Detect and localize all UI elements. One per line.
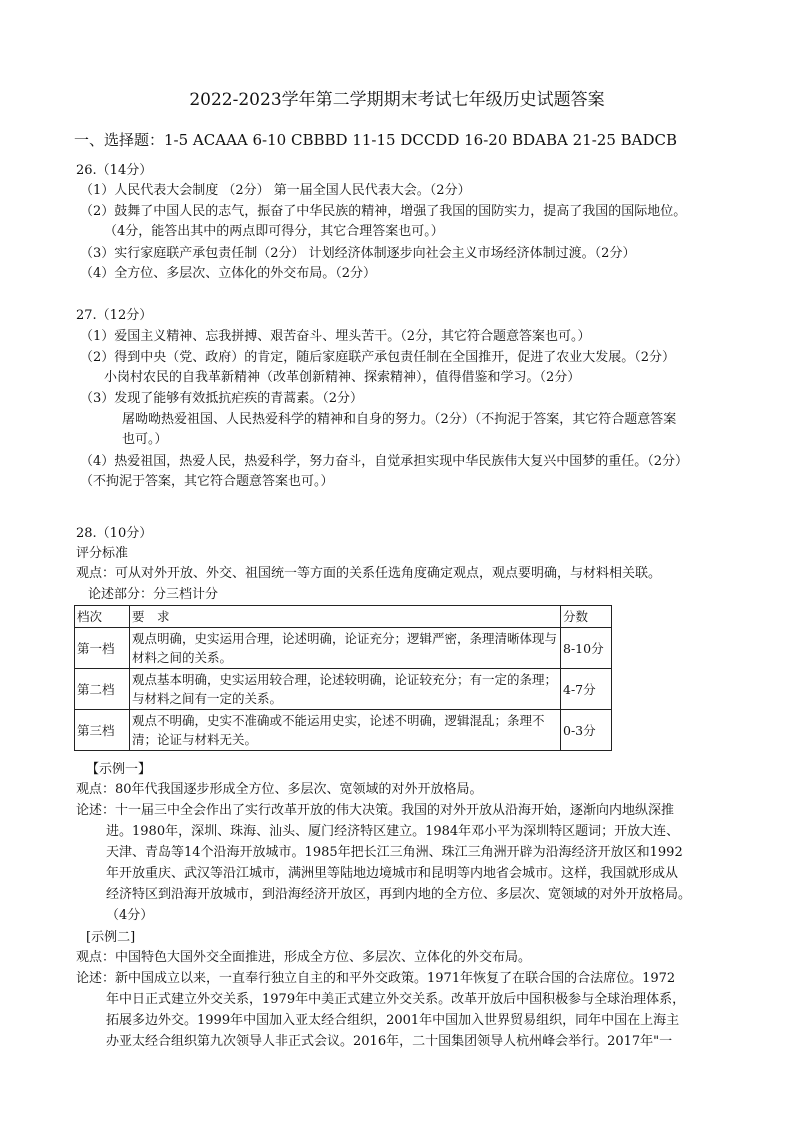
example2-label: [示例二]	[86, 930, 136, 945]
requirement-cell: 观点明确，史实运用合理，论述明确，论证充分；逻辑严密，条理清晰体现与材料之间的关系。	[130, 628, 561, 669]
level-cell: 第一档	[75, 628, 130, 669]
example1-label: 【示例一】	[86, 762, 152, 777]
example2-line: 年中日正式建立外交关系，1979年中美正式建立外交关系。改革开放后中国积极参与全球治理体系，	[106, 992, 686, 1007]
page-title: 2022-2023学年第二学期期末考试七年级历史试题答案	[189, 90, 605, 110]
q26-line: （4分，能答出其中的两点即可得分，其它合理答案也可。）	[104, 224, 444, 239]
q28-criteria-title: 评分标准	[76, 546, 129, 561]
q27-line: （2）得到中央（党、政府）的肯定，随后家庭联产承包责任制在全国推开，促进了农业大发展。（2分）	[80, 350, 676, 365]
q27-line: 也可。）	[122, 432, 168, 447]
scoring-table	[74, 605, 612, 751]
table-row	[75, 628, 612, 669]
q28-heading: 28.（10分）	[76, 526, 153, 541]
table-row	[75, 710, 612, 751]
score-cell: 8-10分	[561, 628, 612, 669]
table-header-cell: 档次	[75, 606, 130, 628]
q27-line: 小岗村农民的自我革新精神（改革创新精神、探索精神），值得借鉴和学习。（2分）	[104, 370, 581, 385]
example1-line: 论述：十一届三中全会作出了实行改革开放的伟大决策。我国的对外开放从沿海开始，逐渐向内地纵深推	[76, 803, 675, 818]
q28-argument-rule: 论述部分：分三档计分	[88, 587, 219, 602]
q27-line: （4）热爱祖国，热爱人民，热爱科学，努力奋斗，自觉承担实现中华民族伟大复兴中国梦的重任。（2分）	[80, 454, 689, 469]
q26-line: （2）鼓舞了中国人民的志气，振奋了中华民族的精神，增强了我国的国防实力，提高了我国的国际地位。	[80, 204, 687, 219]
score-cell: 4-7分	[561, 669, 612, 710]
table-header-cell: 要 求	[130, 606, 561, 628]
level-cell: 第二档	[75, 669, 130, 710]
example1-line: 年开放重庆、武汉等沿江城市，满洲里等陆地边境城市和昆明等内地省会城市。这样，我国就形成从	[106, 866, 679, 881]
example1-line: 进。1980年，深圳、珠海、汕头、厦门经济特区建立。1984年邓小平为深圳特区题词；开放大连、	[106, 824, 680, 839]
example1-line: （4分）	[106, 908, 154, 923]
q27-line: 屠呦呦热爱祖国、人民热爱科学的精神和自身的努力。（2分）（不拘泥于答案，其它符合题意答案	[122, 412, 677, 427]
table-row	[75, 669, 612, 710]
q26-line: （3）实行家庭联产承包责任制（2分） 计划经济体制逐步向社会主义市场经济体制过渡。（2分）	[80, 246, 636, 261]
example1-viewpoint: 观点：80年代我国逐步形成全方位、多层次、宽领域的对外开放格局。	[76, 782, 483, 797]
q26-line: （4）全方位、多层次、立体化的外交布局。（2分）	[80, 266, 377, 281]
example2-line: 拓展多边外交。1999年中国加入亚太经合组织，2001年中国加入世界贸易组织，同年中国在上海主	[106, 1013, 680, 1028]
q26-line: （1）人民代表大会制度 （2分） 第一届全国人民代表大会。（2分）	[80, 183, 471, 198]
q26-heading: 26.（14分）	[76, 163, 153, 178]
example2-viewpoint: 观点：中国特色大国外交全面推进，形成全方位、多层次、立体化的外交布局。	[76, 950, 532, 965]
q28-viewpoint-rule: 观点：可从对外开放、外交、祖国统一等方面的关系任选角度确定观点，观点要明确，与材料相关联。	[76, 566, 662, 581]
example2-line: 办亚太经合组织第九次领导人非正式会议。2016年，二十国集团领导人杭州峰会举行。2017年"一	[106, 1034, 673, 1049]
example1-line: 天津、青岛等14个沿海开放城市。1985年把长江三角洲、珠江三角洲开辟为沿海经济开放区和1992	[106, 845, 683, 860]
table-header-row	[75, 606, 612, 628]
q27-heading: 27.（12分）	[76, 308, 153, 323]
requirement-cell: 观点基本明确，史实运用较合理，论述较明确，论证较充分；有一定的条理；与材料之间有一定的关系。	[130, 669, 561, 710]
level-cell: 第三档	[75, 710, 130, 751]
multiple-choice-answers: 一、选择题：1-5 ACAAA 6-10 CBBBD 11-15 DCCDD 16-20 BDABA 21-25 BADCB	[74, 131, 678, 149]
table-header-cell: 分数	[561, 606, 612, 628]
q27-line: （不拘泥于答案，其它符合题意答案也可。）	[80, 474, 334, 489]
example2-line: 论述：新中国成立以来，一直奉行独立自主的和平外交政策。1971年恢复了在联合国的合法席位。1972	[76, 971, 676, 986]
score-cell: 0-3分	[561, 710, 612, 751]
example1-line: 经济特区到沿海开放城市，到沿海经济开放区，再到内地的全方位、多层次、宽领域的对外开放格局。	[106, 887, 692, 902]
q27-line: （1）爱国主义精神、忘我拼搏、艰苦奋斗、埋头苦干。（2分，其它符合题意答案也可。）	[80, 329, 591, 344]
requirement-cell: 观点不明确，史实不准确或不能运用史实，论述不明确，逻辑混乱；条理不清；论证与材料无关。	[130, 710, 561, 751]
q27-line: （3）发现了能够有效抵抗疟疾的青蒿素。（2分）	[80, 391, 364, 406]
